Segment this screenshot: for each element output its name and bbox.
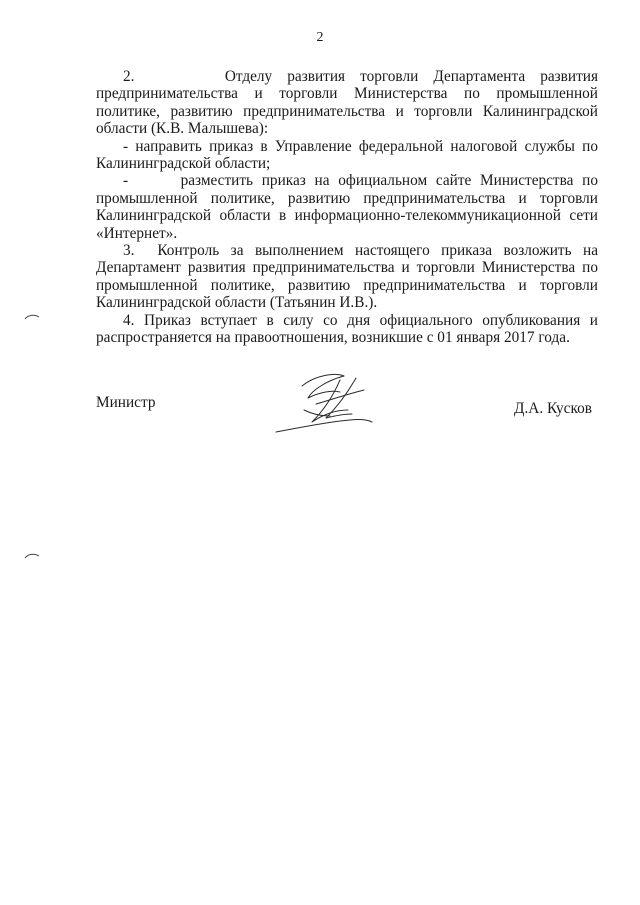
paragraph-4: 4. Приказ вступает в силу со дня официального опубликования и распространяется на правоотношения, возникшие с 01 января 2017 года. bbox=[96, 311, 598, 347]
document-body bbox=[96, 68, 598, 347]
handwritten-signature bbox=[268, 370, 376, 434]
margin-mark-upper bbox=[24, 313, 40, 321]
signer-title: Министр bbox=[96, 394, 156, 411]
signer-name: Д.А. Кусков bbox=[514, 400, 592, 417]
page-number: 2 bbox=[316, 30, 324, 45]
paragraph-3: 3. Контроль за выполнением настоящего приказа возложить на Департамент развития предпринимательства и торговли Министерства по промышленной политике, развитию предпринимательства и торговли Калининградской области (Татьянин И.В.). bbox=[96, 242, 598, 312]
paragraph-2-bullet-2: - разместить приказ на официальном сайте Министерства по промышленной политике, развитию предпринимательства и торговли Калининградской области в информационно-телекоммуникационной сети «Интернет». bbox=[96, 172, 598, 242]
paragraph-2: 2. Отделу развития торговли Департамента развития предпринимательства и торговли Министерства по промышленной политике, развитию предпринимательства и торговли Калининградской области (К.В. Малышева): bbox=[96, 68, 598, 138]
paragraph-2-bullet-1: - направить приказ в Управление федеральной налоговой службы по Калининградской области; bbox=[96, 137, 598, 173]
margin-mark-lower bbox=[24, 552, 40, 560]
